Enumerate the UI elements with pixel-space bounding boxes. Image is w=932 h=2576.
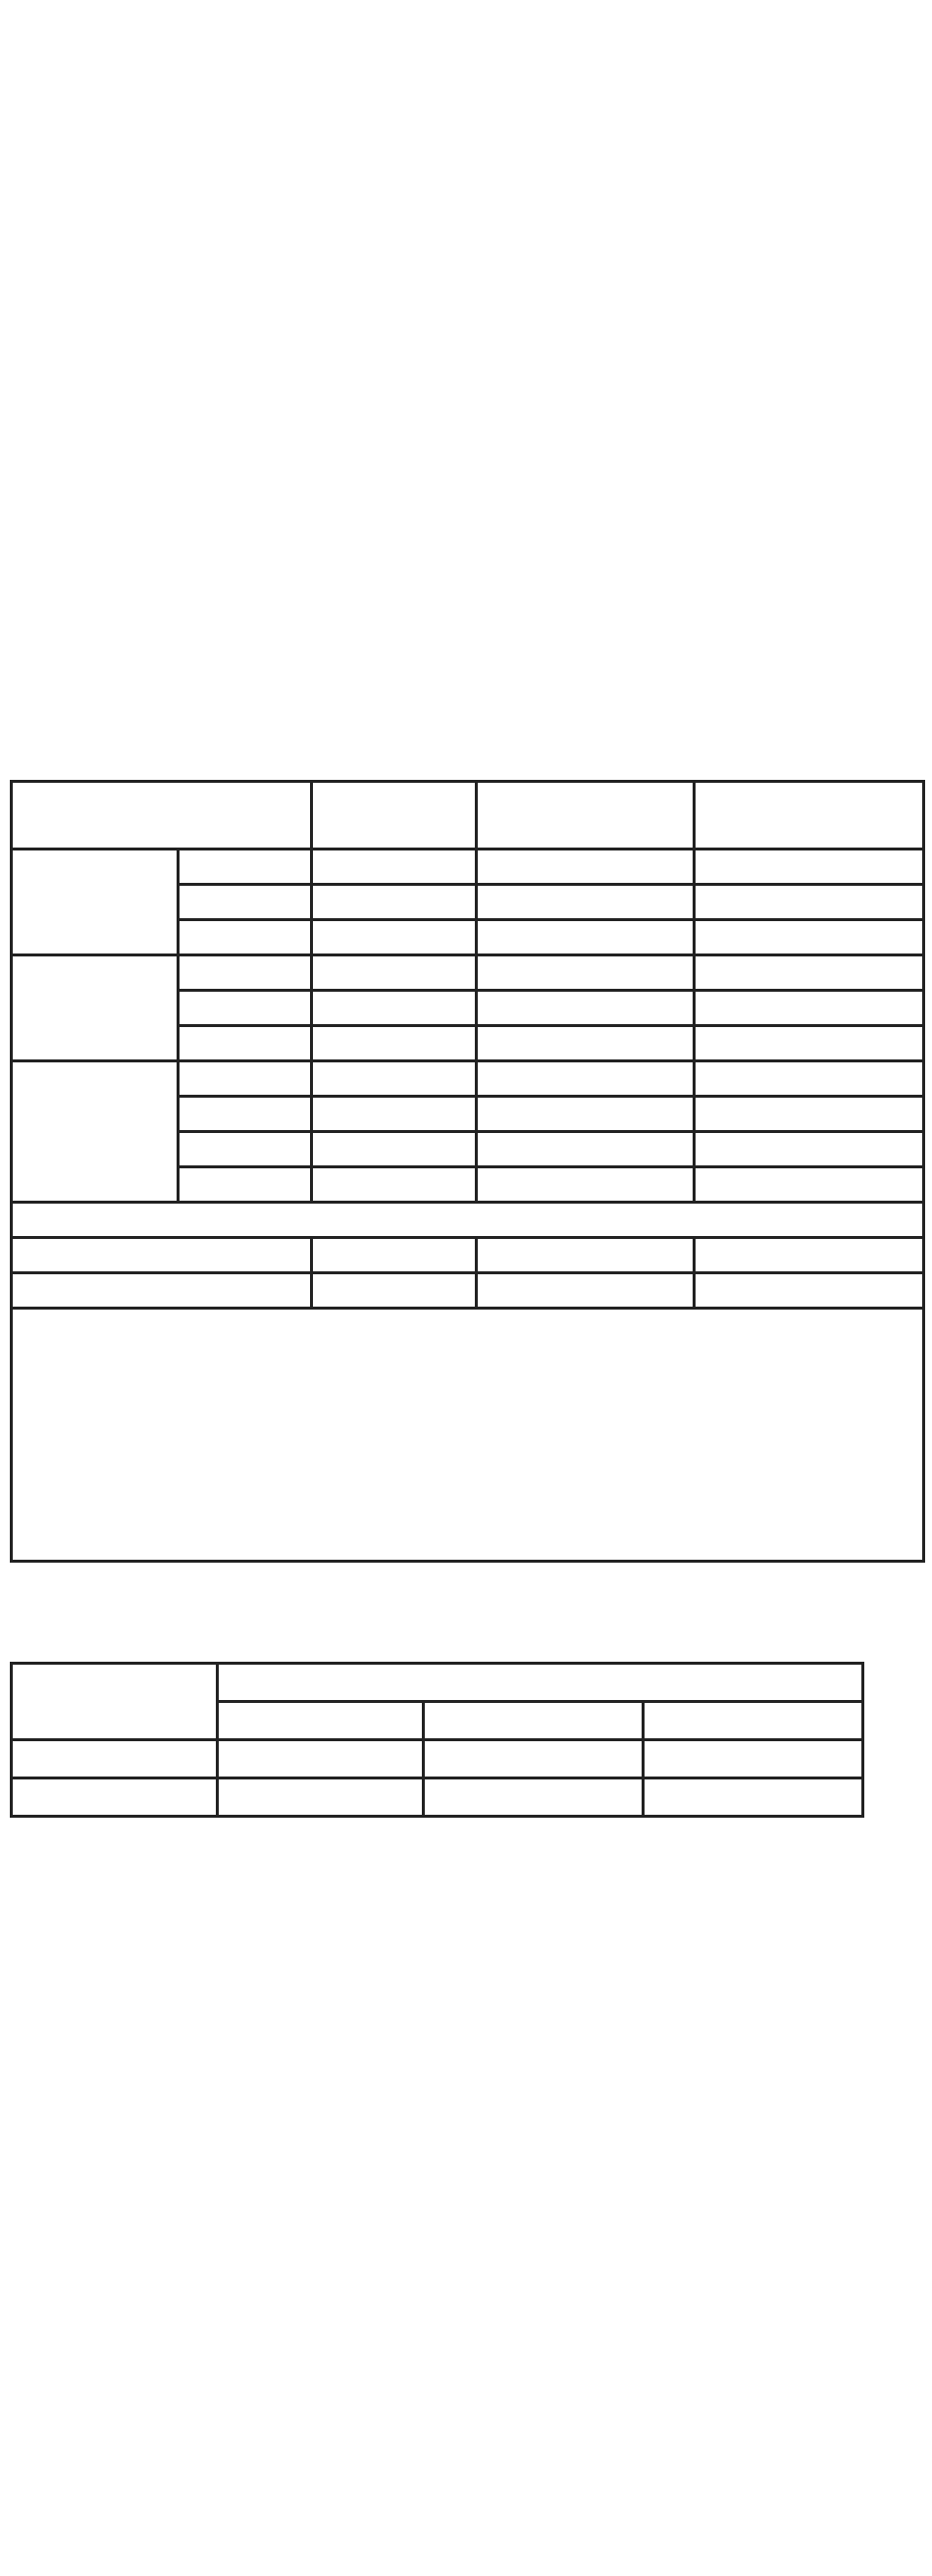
table-row — [12, 1740, 863, 1778]
table-cell — [312, 850, 477, 885]
table-cell — [179, 1026, 312, 1061]
table-cell — [695, 1061, 924, 1097]
table-cell — [179, 1167, 312, 1203]
table-cell — [179, 885, 312, 920]
table-cell — [695, 1167, 924, 1203]
table-cell — [179, 850, 312, 885]
table-cell — [695, 920, 924, 955]
table-cell — [695, 1097, 924, 1132]
table-1-header-row — [12, 782, 924, 850]
table-cell — [477, 1238, 695, 1273]
table-cell — [312, 1238, 477, 1273]
table-cell — [477, 1167, 695, 1203]
table-cell — [695, 1273, 924, 1309]
group-label-cell — [12, 955, 179, 1061]
table-row — [12, 850, 924, 885]
table-row — [12, 1061, 924, 1097]
table-cell — [312, 1026, 477, 1061]
table-summary-row — [12, 1238, 924, 1273]
row-header-cell — [12, 1664, 218, 1740]
table-cell — [12, 1273, 312, 1309]
table-cell — [644, 1778, 863, 1817]
table-cell — [12, 1238, 312, 1273]
table-1-header-cell — [477, 782, 695, 850]
table-cell — [179, 991, 312, 1026]
table-cell — [424, 1778, 644, 1817]
table-cell — [218, 1778, 424, 1817]
notes-cell — [12, 1309, 924, 1562]
table-cell — [312, 1167, 477, 1203]
merged-cell — [12, 1203, 924, 1238]
data-table-2 — [10, 1662, 864, 1818]
table-cell — [695, 1238, 924, 1273]
table-1-header-cell — [12, 782, 312, 850]
table-row — [12, 955, 924, 991]
table-notes-row — [12, 1309, 924, 1562]
table-cell — [12, 1778, 218, 1817]
table-summary-row — [12, 1273, 924, 1309]
table-cell — [312, 920, 477, 955]
table-cell — [695, 885, 924, 920]
table-1-header-cell — [695, 782, 924, 850]
table-cell — [424, 1740, 644, 1778]
table-cell — [477, 885, 695, 920]
table-2-header-row — [12, 1664, 863, 1702]
table-cell — [695, 1026, 924, 1061]
table-cell — [312, 885, 477, 920]
table-cell — [179, 1097, 312, 1132]
table-cell — [477, 1061, 695, 1097]
table-cell — [695, 1132, 924, 1167]
group-header-cell — [218, 1664, 863, 1702]
table-cell — [12, 1740, 218, 1778]
table-cell — [312, 1097, 477, 1132]
group-label-cell — [12, 850, 179, 955]
table-1-header-cell — [312, 782, 477, 850]
table-cell — [179, 1061, 312, 1097]
group-label-cell — [12, 1061, 179, 1203]
table-cell — [179, 920, 312, 955]
table-cell — [312, 1273, 477, 1309]
table-cell — [477, 955, 695, 991]
table-cell — [695, 991, 924, 1026]
table-row-merged — [12, 1203, 924, 1238]
table-cell — [695, 850, 924, 885]
sub-header-cell — [424, 1702, 644, 1740]
table-cell — [312, 955, 477, 991]
data-table-1 — [10, 780, 925, 1563]
table-cell — [477, 991, 695, 1026]
table-cell — [312, 991, 477, 1026]
table-cell — [179, 955, 312, 991]
table-cell — [477, 1026, 695, 1061]
table-cell — [477, 850, 695, 885]
table-cell — [477, 1273, 695, 1309]
table-cell — [695, 955, 924, 991]
sub-header-cell — [644, 1702, 863, 1740]
table-cell — [477, 920, 695, 955]
table-row — [12, 1778, 863, 1817]
table-cell — [477, 1132, 695, 1167]
table-cell — [644, 1740, 863, 1778]
table-cell — [179, 1132, 312, 1167]
table-cell — [477, 1097, 695, 1132]
table-cell — [218, 1740, 424, 1778]
table-cell — [312, 1132, 477, 1167]
table-cell — [312, 1061, 477, 1097]
sub-header-cell — [218, 1702, 424, 1740]
